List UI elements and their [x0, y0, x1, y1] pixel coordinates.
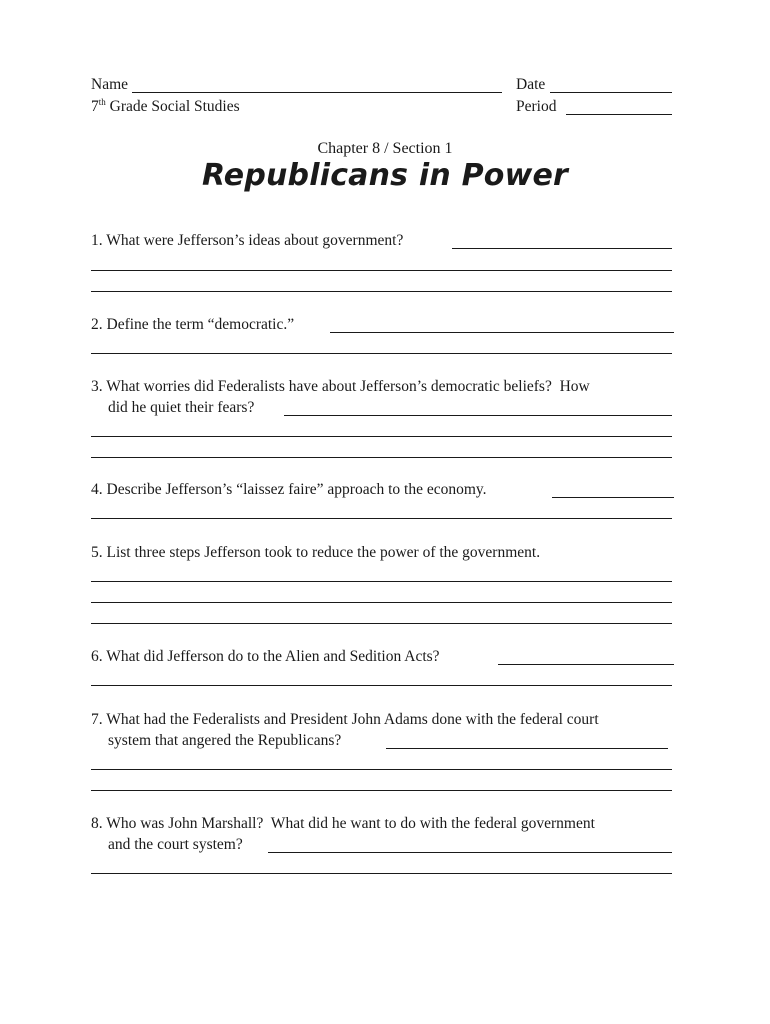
- date-label: Date: [516, 76, 546, 93]
- answer-line[interactable]: [91, 790, 672, 791]
- question-7-text: 7. What had the Federalists and President John Adams done with the federal court: [91, 711, 599, 728]
- answer-line[interactable]: [91, 436, 672, 437]
- answer-line[interactable]: [498, 664, 674, 665]
- answer-line[interactable]: [91, 457, 672, 458]
- period-label: Period: [516, 98, 557, 115]
- question-3-text-cont: did he quiet their fears?: [108, 399, 255, 416]
- grade-label: 7th Grade Social Studies: [91, 97, 240, 115]
- question-2-text: 2. Define the term “democratic.”: [91, 316, 295, 333]
- answer-line[interactable]: [330, 332, 674, 333]
- answer-line[interactable]: [91, 623, 672, 624]
- answer-line[interactable]: [268, 852, 672, 853]
- answer-line[interactable]: [91, 291, 672, 292]
- question-5-text: 5. List three steps Jefferson took to reduce the power of the government.: [91, 544, 541, 561]
- answer-line[interactable]: [91, 353, 672, 354]
- answer-line[interactable]: [91, 581, 672, 582]
- answer-line[interactable]: [91, 685, 672, 686]
- answer-line[interactable]: [552, 497, 674, 498]
- answer-line[interactable]: [91, 769, 672, 770]
- answer-line[interactable]: [452, 248, 672, 249]
- page-title: Republicans in Power: [201, 158, 569, 193]
- name-blank[interactable]: [132, 92, 502, 93]
- answer-line[interactable]: [91, 873, 672, 874]
- question-1-text: 1. What were Jefferson’s ideas about government?: [91, 232, 404, 249]
- date-blank[interactable]: [550, 92, 672, 93]
- period-blank[interactable]: [566, 114, 672, 115]
- chapter-subtitle: Chapter 8 / Section 1: [317, 140, 453, 157]
- answer-line[interactable]: [284, 415, 672, 416]
- answer-line[interactable]: [91, 270, 672, 271]
- question-3-text: 3. What worries did Federalists have about Jefferson’s democratic beliefs? How: [91, 378, 590, 395]
- question-8-text-cont: and the court system?: [108, 836, 243, 853]
- question-8-text: 8. Who was John Marshall? What did he want to do with the federal government: [91, 815, 595, 832]
- answer-line[interactable]: [386, 748, 668, 749]
- question-6-text: 6. What did Jefferson do to the Alien and Sedition Acts?: [91, 648, 440, 665]
- name-label: Name: [91, 76, 129, 93]
- answer-line[interactable]: [91, 602, 672, 603]
- question-7-text-cont: system that angered the Republicans?: [108, 732, 342, 749]
- answer-line[interactable]: [91, 518, 672, 519]
- question-4-text: 4. Describe Jefferson’s “laissez faire” approach to the economy.: [91, 481, 487, 498]
